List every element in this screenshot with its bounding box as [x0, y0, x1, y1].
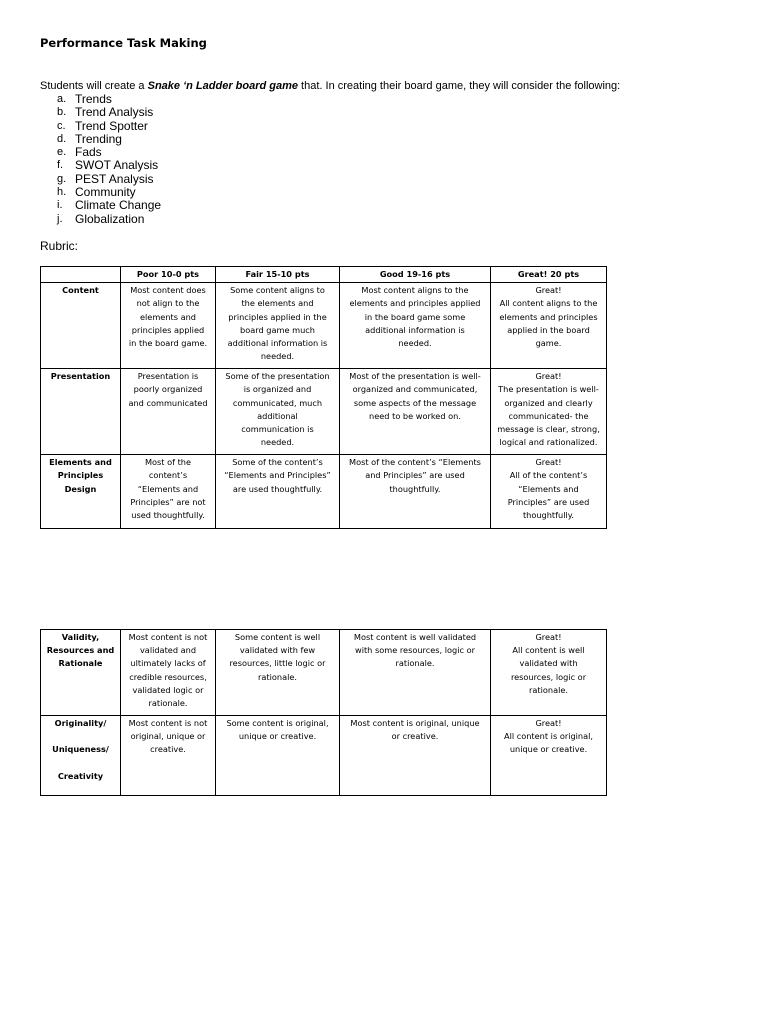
- list-item-text: Globalization: [75, 211, 145, 226]
- cell-line: Most content is well validated: [353, 632, 477, 642]
- cell-line: Some content aligns to: [230, 285, 325, 296]
- cell-line: Some content is original,: [226, 718, 329, 728]
- cell-line: “Elements and: [137, 483, 199, 494]
- cell-line: additional: [257, 410, 298, 421]
- great-header: Great! 20 pts: [491, 267, 607, 283]
- cell-line: Most content aligns to the: [361, 285, 469, 296]
- rubric-header-row: [41, 267, 607, 283]
- cell-line: [44, 757, 117, 770]
- cell-line: additional information is: [227, 338, 328, 349]
- list-item-letter: h.: [57, 186, 67, 199]
- list-item: [57, 120, 161, 133]
- cell-line: Most of the content’s “Elements: [349, 457, 481, 468]
- good-cell: [340, 716, 491, 796]
- list-item: [57, 159, 161, 172]
- great-cell: [491, 630, 607, 716]
- fair-cell: [216, 716, 340, 796]
- cell-line: Great!: [535, 718, 562, 728]
- list-item: [57, 213, 161, 226]
- cell-line: elements and: [139, 311, 197, 322]
- poor-cell: [121, 369, 216, 455]
- considerations-list: [57, 93, 161, 226]
- list-item: [57, 93, 161, 106]
- list-item-text: Trend Spotter: [75, 118, 148, 133]
- cell-line: creative.: [150, 744, 186, 755]
- cell-line: board game much: [240, 324, 315, 335]
- list-item-letter: j.: [57, 212, 63, 225]
- cell-line: in the board game.: [128, 338, 208, 349]
- cell-line: “Elements and: [518, 483, 579, 494]
- document-title: Performance Task Making: [40, 36, 207, 50]
- cell-line: the elements and: [241, 298, 314, 309]
- list-item: [57, 199, 161, 212]
- criterion-cell: [41, 455, 121, 529]
- cell-line: Rationale: [58, 658, 103, 669]
- criterion-cell: [41, 369, 121, 455]
- cell-line: All content is original,: [503, 731, 594, 742]
- poor-cell: [121, 455, 216, 529]
- cell-line: The presentation is well-: [498, 384, 599, 395]
- cell-line: thoughtfully.: [389, 483, 441, 494]
- cell-line: Uniqueness/: [52, 744, 109, 755]
- cell-line: message is clear, strong,: [497, 424, 600, 435]
- criteria-header: [41, 267, 121, 283]
- cell-line: “Elements and Principles”: [224, 470, 331, 481]
- list-item: [57, 133, 161, 146]
- cell-line: unique or creative.: [509, 744, 588, 755]
- cell-line: Creativity: [57, 770, 104, 781]
- cell-line: Great!: [535, 457, 562, 468]
- cell-line: validated with: [519, 658, 578, 669]
- cell-line: are used thoughtfully.: [232, 483, 323, 494]
- cell-line: Most of the: [144, 457, 192, 468]
- great-cell: [491, 369, 607, 455]
- rubric-row-presentation: [41, 369, 607, 455]
- cell-line: Most of the presentation is well-: [349, 371, 481, 382]
- cell-line: applied in the board: [507, 324, 590, 335]
- list-item-letter: b.: [57, 106, 67, 119]
- cell-line: Great!: [535, 285, 562, 296]
- poor-cell: [121, 630, 216, 716]
- cell-line: validated with few: [239, 645, 316, 656]
- cell-line: validated and: [139, 645, 197, 656]
- list-item-text: Fads: [75, 145, 102, 160]
- list-item-text: Climate Change: [75, 198, 162, 213]
- cell-line: and communicated: [128, 397, 208, 408]
- good-cell: [340, 283, 491, 369]
- list-item-letter: a.: [57, 93, 67, 105]
- cell-line: Elements and: [49, 457, 112, 468]
- cell-line: needed.: [260, 437, 295, 448]
- list-item-letter: d.: [57, 132, 67, 145]
- list-item-text: Trending: [75, 131, 122, 146]
- cell-line: Most content is not: [128, 718, 208, 728]
- cell-line: need to be worked on.: [369, 410, 461, 421]
- fair-header: Fair 15-10 pts: [216, 267, 340, 283]
- cell-line: with some resources, logic or: [355, 645, 475, 656]
- list-item: [57, 146, 161, 159]
- cell-line: rationale.: [529, 684, 568, 695]
- cell-line: All of the content’s: [509, 470, 588, 481]
- cell-line: not align to the: [136, 298, 200, 309]
- cell-line: Principles: [57, 470, 104, 481]
- cell-line: needed.: [398, 338, 432, 349]
- cell-line: and Principles” are used: [365, 470, 465, 481]
- intro-game-name: Snake ‘n Ladder board game: [147, 80, 298, 92]
- cell-line: content’s: [148, 470, 188, 481]
- list-item-text: SWOT Analysis: [75, 158, 159, 173]
- cell-line: [44, 730, 117, 743]
- good-cell: [340, 369, 491, 455]
- intro-text-end: that. In creating their board game, they will consider the following:: [298, 80, 621, 92]
- cell-line: some aspects of the message: [353, 397, 477, 408]
- cell-line: organized and clearly: [504, 397, 593, 408]
- criterion-cell: [41, 630, 121, 716]
- cell-line: Originality/: [54, 718, 107, 728]
- cell-line: rationale.: [148, 698, 188, 709]
- rubric-table: [40, 266, 607, 529]
- intro-text-start: Students will create a: [40, 80, 148, 92]
- cell-line: elements and principles applied: [349, 298, 481, 309]
- cell-line: Some of the content’s: [232, 457, 323, 468]
- cell-line: used thoughtfully.: [131, 510, 205, 521]
- cell-line: thoughtfully.: [522, 510, 575, 521]
- cell-line: Principles” are used: [507, 496, 590, 507]
- fair-cell: [216, 283, 340, 369]
- great-cell: [491, 283, 607, 369]
- cell-line: logical and rationalized.: [499, 437, 598, 448]
- list-item: [57, 186, 161, 199]
- cell-line: original, unique or: [130, 731, 206, 742]
- rubric-row-originality: [41, 716, 607, 796]
- fair-cell: [216, 630, 340, 716]
- cell-line: Great!: [535, 632, 562, 642]
- list-item-text: Trends: [75, 92, 112, 106]
- cell-line: resources, logic or: [510, 671, 587, 682]
- cell-line: Some of the presentation: [225, 371, 330, 382]
- cell-line: game.: [535, 338, 562, 349]
- cell-line: is organized and: [243, 384, 312, 395]
- cell-line: Most content does: [130, 285, 206, 296]
- intro-paragraph: [40, 80, 620, 92]
- fair-cell: [216, 455, 340, 529]
- cell-line: resources, little logic or: [229, 658, 326, 669]
- cell-line: credible resources,: [129, 671, 207, 682]
- poor-cell: [121, 716, 216, 796]
- criterion-cell: [41, 716, 121, 796]
- list-item-letter: g.: [57, 172, 67, 185]
- good-cell: [340, 455, 491, 529]
- rubric-row-content: [41, 283, 607, 369]
- rubric-row-validity: [41, 630, 607, 716]
- list-item-text: PEST Analysis: [75, 171, 154, 186]
- list-item-letter: e.: [57, 146, 67, 159]
- cell-line: Design: [64, 483, 97, 494]
- cell-line: Presentation: [50, 371, 111, 382]
- list-item-text: Trend Analysis: [75, 105, 154, 120]
- rubric-row-elements-principles: [41, 455, 607, 529]
- fair-cell: [216, 369, 340, 455]
- cell-line: or creative.: [391, 731, 439, 742]
- list-item: [57, 106, 161, 119]
- cell-line: rationale.: [258, 671, 297, 682]
- cell-line: in the board game some: [364, 311, 466, 322]
- list-item: [57, 173, 161, 186]
- cell-line: communicated- the: [508, 410, 589, 421]
- list-item-letter: c.: [57, 119, 66, 132]
- cell-line: principles applied in the: [228, 311, 327, 322]
- great-cell: [491, 716, 607, 796]
- cell-line: validated logic or: [132, 684, 204, 695]
- cell-line: Presentation is: [137, 371, 199, 382]
- poor-cell: [121, 283, 216, 369]
- cell-line: Principles” are not: [130, 496, 206, 507]
- cell-line: Content: [62, 285, 99, 296]
- cell-line: needed.: [260, 351, 295, 362]
- list-item-text: Community: [75, 185, 136, 200]
- cell-line: Most content is original, unique: [350, 718, 480, 728]
- cell-line: unique or creative.: [238, 731, 317, 742]
- cell-line: principles applied: [131, 324, 205, 335]
- criterion-cell: [41, 283, 121, 369]
- list-item-letter: f.: [57, 159, 64, 172]
- good-header: Good 19-16 pts: [340, 267, 491, 283]
- cell-line: Some content is well: [234, 632, 321, 642]
- cell-line: All content aligns to the: [499, 298, 598, 309]
- cell-line: rationale.: [395, 658, 435, 669]
- rubric-table-continued: [40, 629, 607, 796]
- cell-line: Most content is not: [128, 632, 208, 642]
- cell-line: Validity,: [61, 632, 100, 642]
- cell-line: communicated, much: [232, 397, 323, 408]
- list-item-letter: i.: [57, 199, 63, 212]
- rubric-label: Rubric:: [40, 239, 79, 253]
- poor-header: Poor 10-0 pts: [121, 267, 216, 283]
- cell-line: communication is: [241, 424, 314, 435]
- cell-line: Resources and: [46, 645, 115, 656]
- good-cell: [340, 630, 491, 716]
- cell-line: poorly organized: [133, 384, 203, 395]
- cell-line: All content is well: [512, 645, 585, 656]
- cell-line: Great!: [535, 371, 562, 382]
- cell-line: elements and principles: [499, 311, 598, 322]
- cell-line: organized and communicated,: [352, 384, 478, 395]
- cell-line: additional information is: [365, 324, 465, 335]
- cell-line: ultimately lacks of: [130, 658, 206, 669]
- great-cell: [491, 455, 607, 529]
